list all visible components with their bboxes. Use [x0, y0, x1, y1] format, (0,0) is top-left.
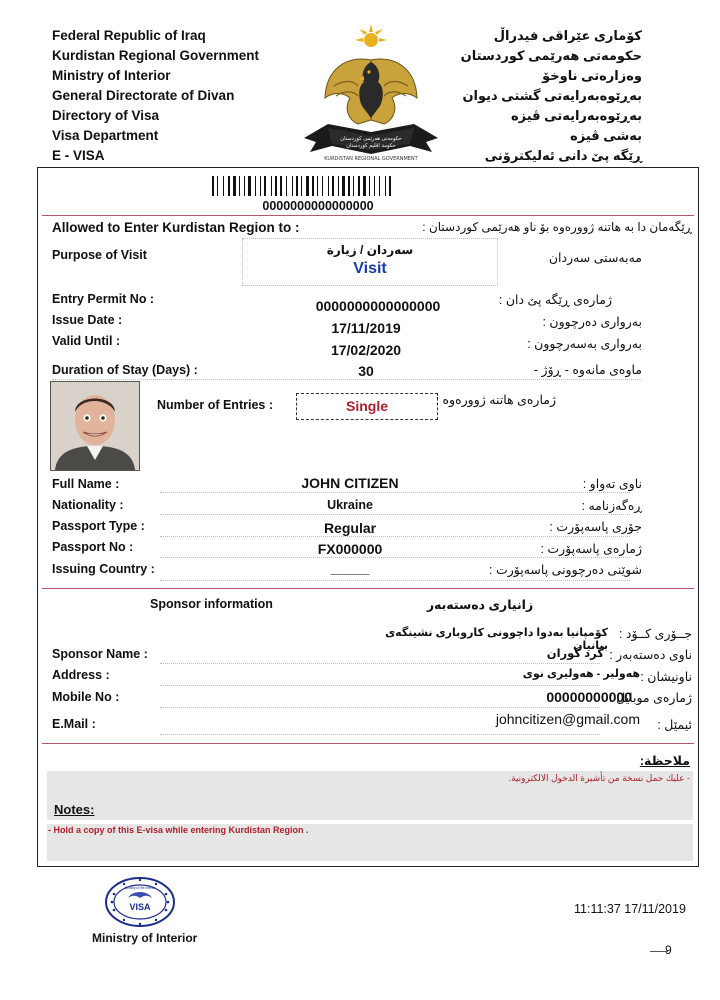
- duration-value: 30: [358, 363, 374, 379]
- email-label: E.Mail :: [52, 717, 96, 731]
- header-left-line: General Directorate of Divan: [52, 88, 235, 103]
- passport-type-value: Regular: [323, 520, 377, 536]
- barcode-number: 0000000000000000: [262, 199, 374, 213]
- notes-panel-gap: [47, 820, 693, 824]
- dotted-separator: [160, 734, 600, 735]
- purpose-label: Purpose of Visit: [52, 248, 147, 262]
- header-left-line: Ministry of Interior: [52, 68, 171, 83]
- dotted-separator: [160, 580, 630, 581]
- email-value[interactable]: johncitizen@gmail.com: [495, 711, 640, 727]
- entries-label-ku: ژمارەی هاتنە ژوورەوە :: [435, 393, 556, 407]
- nationality-label: Nationality :: [52, 498, 124, 512]
- dotted-separator: [160, 707, 600, 708]
- kurdistan-emblem-icon: [298, 20, 444, 162]
- entries-label: Number of Entries :: [157, 398, 273, 412]
- dotted-separator: [160, 536, 630, 537]
- nationality-value: Ukraine: [327, 498, 373, 512]
- divider-line: [42, 215, 694, 216]
- address-label: Address :: [52, 668, 110, 682]
- divider-line: [42, 588, 694, 589]
- header-right-line: وەزارەتی ناوخۆ: [542, 68, 642, 83]
- dotted-separator: [160, 663, 600, 664]
- full-name-label: Full Name :: [52, 477, 120, 491]
- applicant-photo: [50, 381, 140, 471]
- passport-no-label: Passport No :: [52, 540, 134, 554]
- passport-no-value: FX000000: [317, 541, 383, 557]
- purpose-value-ku: سەردان / زيارة: [326, 243, 414, 257]
- mobile-value: 00000000000: [546, 689, 632, 705]
- duration-label: Duration of Stay (Days) :: [52, 363, 198, 377]
- header-left-line: E - VISA: [52, 148, 105, 163]
- divider-line: [42, 743, 694, 744]
- passport-type-label: Passport Type :: [52, 519, 145, 533]
- notes-text-en: - Hold a copy of this E-visa while entering Kurdistan Region .: [48, 825, 309, 835]
- header-left-line: Visa Department: [52, 128, 159, 143]
- notes-panel: [47, 771, 693, 861]
- sponsor-title: Sponsor information: [150, 597, 273, 611]
- dotted-separator: [160, 492, 630, 493]
- issue-date-label-ku: بەرواری دەرچوون :: [542, 315, 642, 329]
- mobile-label: Mobile No :: [52, 690, 120, 704]
- notes-title-ar: ملاحظة:: [639, 754, 690, 768]
- header-left-block: [52, 26, 259, 166]
- header-right-line: بەڕێوەبەرایەتی ڤیزە: [510, 108, 642, 123]
- dotted-separator: [160, 557, 630, 558]
- applicant-photo-icon: [51, 382, 139, 470]
- entries-value: Single: [296, 393, 438, 420]
- emblem-text-top: حكومەتی هەرێمی كوردستان: [340, 136, 402, 142]
- passport-no-label-ku: ژمارەی پاسەپۆرت :: [540, 542, 642, 556]
- sponsor-type-value: كۆمپانیا بەدوا داچوونی كاروباری نشینگەی بیانیان: [385, 627, 608, 652]
- page-number: 9: [665, 943, 672, 957]
- seal-ring-text: Ministry of the Interior: [124, 886, 156, 890]
- duration-label-ku: ماوەی مانەوە - ڕۆژ -: [533, 363, 642, 377]
- notes-title-en: Notes:: [54, 802, 95, 817]
- valid-until-label-ku: بەرواری بەسەرچوون :: [527, 337, 642, 351]
- header-left-line: Directory of Visa: [52, 108, 160, 123]
- issuing-country-value: _____: [330, 560, 370, 576]
- valid-until-label: Valid Until :: [52, 334, 121, 348]
- issue-date-label: Issue Date :: [52, 313, 123, 327]
- header-right-line: ڕێگە پێ دانی ئەلیكترۆنی: [484, 148, 642, 163]
- full-name-value: JOHN CITIZEN: [301, 475, 399, 491]
- passport-type-label-ku: جۆری پاسەپۆرت :: [549, 520, 642, 534]
- header-right-line: حكومەتی هەرێمی كوردستان: [460, 48, 642, 63]
- purpose-box: [242, 238, 498, 286]
- issue-date-value: 17/11/2019: [331, 320, 401, 336]
- header-right-block: [461, 26, 642, 166]
- allowed-label-ku: ڕێگەمان دا بە هاتنە ژوورەوە بۆ ناو هەرێمی كوردستان :: [422, 220, 692, 234]
- entry-permit-label: Entry Permit No :: [52, 292, 155, 306]
- dotted-separator: [160, 685, 600, 686]
- nationality-label-ku: ڕەگەزنامە :: [581, 499, 642, 513]
- dotted-separator: [52, 379, 642, 380]
- full-name-label-ku: ناوی تەواو :: [582, 477, 642, 491]
- purpose-value: Visit: [353, 260, 387, 277]
- header-left-line: Kurdistan Regional Government: [52, 48, 260, 63]
- issuing-country-label-ku: شوێنی دەرچوونی پاسەپۆرت :: [489, 563, 642, 577]
- purpose-label-ku: مەبەستی سەردان: [548, 251, 642, 265]
- notes-text-ar: - عليك حمل نسخة من تأشيرة الدخول الالكترونية.: [508, 773, 690, 783]
- header-left-line: Federal Republic of Iraq: [52, 28, 206, 43]
- issuing-country-label: Issuing Country :: [52, 562, 155, 576]
- address-value: هەولیر - هەولیری نوی: [522, 668, 640, 680]
- entry-permit-label-ku: ژمارەی ڕێگە پێ دان :: [498, 293, 612, 307]
- visa-seal-icon: [104, 876, 176, 928]
- sponsor-name-label: Sponsor Name :: [52, 647, 148, 661]
- valid-until-value: 17/02/2020: [330, 342, 402, 358]
- mobile-label-ku: ژمارەی موبایل :: [609, 691, 692, 705]
- header-right-line: كۆماری عێراقی فیدراڵ: [493, 28, 642, 43]
- email-label-ku: ئیمێل :: [657, 718, 692, 732]
- footer-ministry: Ministry of Interior: [92, 931, 198, 945]
- sponsor-name-label-ku: ناوی دەستەبەر :: [609, 648, 692, 662]
- emblem-text-mid: حكومة اقليم كوردستان: [346, 143, 396, 149]
- address-label-ku: ناونیشان :: [640, 670, 692, 684]
- allowed-label: Allowed to Enter Kurdistan Region to :: [52, 220, 300, 235]
- footer-timestamp: 11:11:37 17/11/2019: [574, 902, 686, 916]
- header-right-line: بەڕێوەبەرایەتی گشتی دیوان: [462, 88, 642, 103]
- seal-text: VISA: [129, 902, 151, 912]
- header-right-line: بەشی ڤیزە: [570, 128, 642, 143]
- sponsor-name-value: گرد گوران: [546, 648, 604, 660]
- sponsor-title-ku: زانیاری دەستەبەر: [426, 598, 534, 612]
- sponsor-type-label-ku: جــۆری كــۆد :: [618, 627, 692, 641]
- dotted-separator: [160, 514, 630, 515]
- barcode-icon: [212, 176, 424, 196]
- emblem-text-bottom: KURDISTAN REGIONAL GOVERNMENT: [324, 156, 418, 162]
- entry-permit-value: 0000000000000000: [315, 298, 441, 314]
